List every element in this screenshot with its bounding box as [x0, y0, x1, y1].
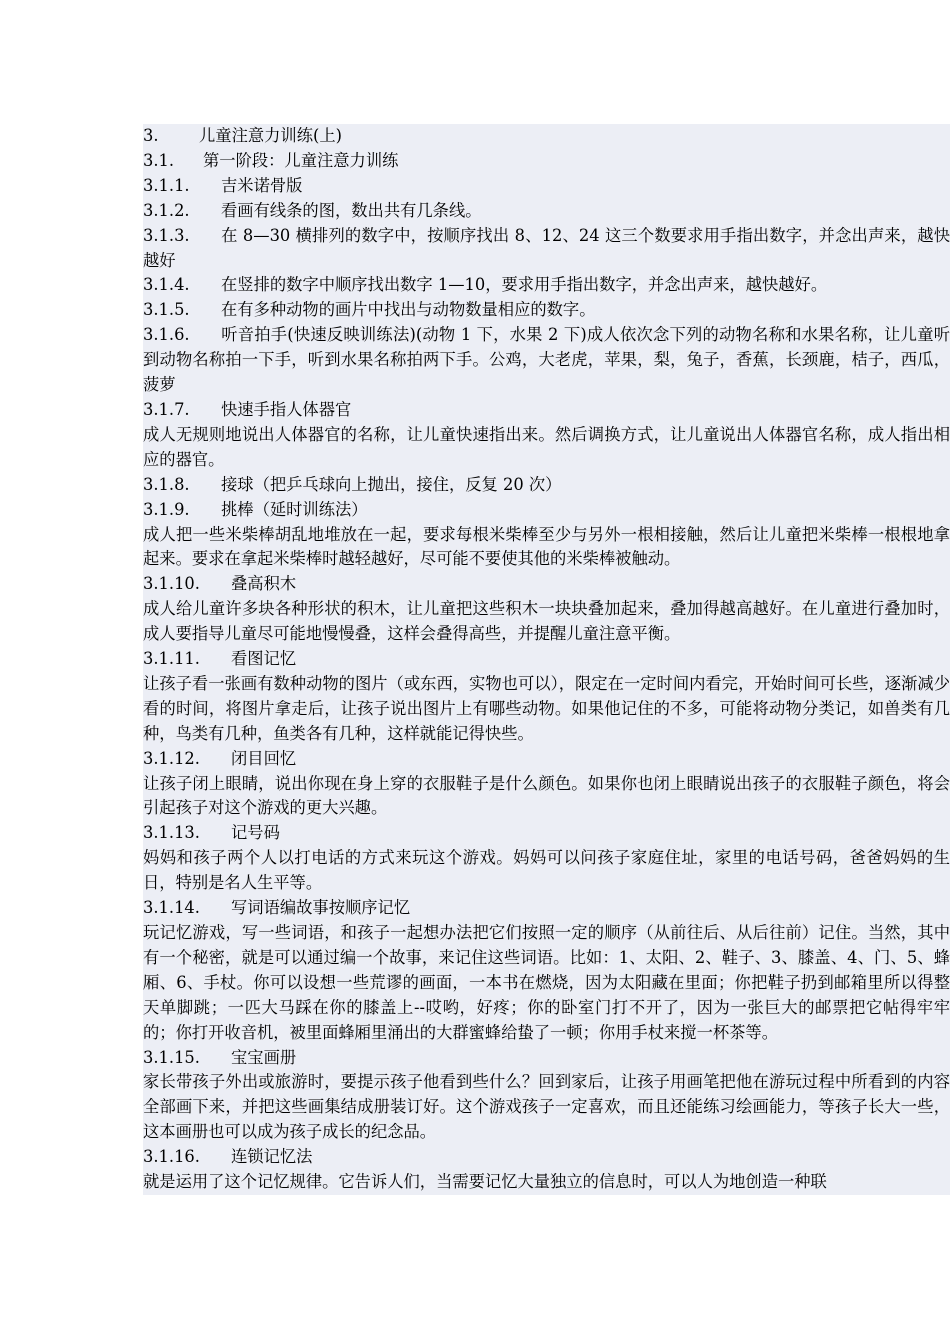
section-title: 接球（把乒乓球向上抛出，接住，反复 20 次） — [221, 474, 562, 494]
section-heading — [143, 323, 950, 398]
section-number: 3.1.15. — [143, 1047, 200, 1067]
section-number: 3.1.8. — [143, 474, 190, 494]
section-title: 儿童注意力训练(上) — [199, 126, 342, 145]
section-title: 看图记忆 — [231, 649, 297, 669]
body-paragraph: 成人无规则地说出人体器官的名称，让儿童快速指出来。然后调换方式，让儿童说出人体器官名称，成人指出相应的器官。 — [143, 424, 950, 469]
section-heading — [143, 1145, 950, 1170]
body-paragraph: 让孩子闭上眼睛，说出你现在身上穿的衣服鞋子是什么颜色。如果你也闭上眼睛说出孩子的衣服鞋子颜色，将会引起孩子对这个游戏的更大兴趣。 — [143, 773, 950, 818]
section-title: 记号码 — [231, 823, 280, 843]
section-heading — [143, 199, 950, 224]
body-paragraph: 成人把一些米柴棒胡乱地堆放在一起，要求每根米柴棒至少与另外一根相接触，然后让儿童把米柴棒一根根地拿起来。要求在拿起米柴棒时越轻越好，尽可能不要使其他的米柴棒被触动。 — [143, 524, 950, 569]
section-number: 3. — [143, 126, 159, 145]
section-number: 3.1.2. — [143, 200, 190, 220]
section-number: 3.1.13. — [143, 823, 200, 843]
section-title: 在 8—30 横排列的数字中，按顺序找出 8、12、24 这三个数要求用手指出数字，并念出声来，越快越好 — [143, 225, 950, 270]
section-heading — [143, 1046, 950, 1071]
body-paragraph: 家长带孩子外出或旅游时，要提示孩子他看到些什么？回到家后，让孩子用画笔把他在游玩过程中所看到的内容全部画下来，并把这些画集结成册装订好。这个游戏孩子一定喜欢，而且还能练习绘画能力，等孩子长大一些，这本画册也可以成为孩子成长的纪念品。 — [143, 1072, 950, 1142]
body-paragraph: 妈妈和孩子两个人以打电话的方式来玩这个游戏。妈妈可以问孩子家庭住址，家里的电话号码，爸爸妈妈的生日，特别是名人生平等。 — [143, 848, 950, 893]
section-number: 3.1.7. — [143, 399, 190, 419]
section-title: 看画有线条的图，数出共有几条线。 — [221, 200, 482, 220]
section-heading — [143, 747, 950, 772]
section-title: 闭目回忆 — [231, 748, 297, 768]
section-title: 叠高积木 — [231, 574, 297, 594]
body-paragraph: 让孩子看一张画有数种动物的图片（或东西，实物也可以），限定在一定时间内看完，开始时间可长些，逐渐减少看的时间，将图片拿走后，让孩子说出图片上有哪些动物。如果他记住的不多，可能将动物分类记，如兽类有几种，鸟类有几种，鱼类各有几种，这样就能记得快些。 — [143, 673, 950, 743]
section-number: 3.1.11. — [143, 649, 200, 669]
section-number: 3.1.10. — [143, 574, 200, 594]
section-number: 3.1.12. — [143, 748, 200, 768]
section-number: 3.1.16. — [143, 1147, 200, 1167]
section-heading — [143, 821, 950, 846]
section-heading — [143, 124, 950, 149]
section-number: 3.1.1. — [143, 175, 190, 195]
section-heading — [143, 647, 950, 672]
section-title: 挑棒（延时训练法） — [221, 499, 368, 519]
section-number: 3.1.9. — [143, 499, 190, 519]
section-title: 在有多种动物的画片中找出与动物数量相应的数字。 — [221, 300, 596, 320]
section-title: 听音拍手(快速反映训练法)(动物 1 下，水果 2 下)成人依次念下列的动物名称和水果名称，让儿童听到动物名称拍一下手，听到水果名称拍两下手。公鸡，大老虎，苹果，梨，兔子，香蕉，长颈鹿，桔子，西瓜，菠萝 — [143, 325, 950, 395]
section-number: 3.1. — [143, 150, 175, 170]
section-heading — [143, 149, 950, 174]
section-heading — [143, 498, 950, 523]
section-title: 写词语编故事按顺序记忆 — [231, 898, 411, 918]
section-heading — [143, 273, 950, 298]
section-title: 第一阶段：儿童注意力训练 — [203, 150, 399, 170]
section-title: 宝宝画册 — [231, 1047, 297, 1067]
section-number: 3.1.5. — [143, 300, 190, 320]
section-title: 连锁记忆法 — [231, 1147, 313, 1167]
section-number: 3.1.3. — [143, 225, 190, 245]
section-heading — [143, 298, 950, 323]
section-number: 3.1.6. — [143, 325, 190, 345]
section-heading — [143, 572, 950, 597]
section-heading — [143, 224, 950, 274]
section-title: 吉米诺骨版 — [221, 175, 303, 195]
body-paragraph: 成人给儿童许多块各种形状的积木，让儿童把这些积木一块块叠加起来，叠加得越高越好。在儿童进行叠加时，成人要指导儿童尽可能地慢慢叠，这样会叠得高些，并提醒儿童注意平衡。 — [143, 599, 950, 644]
document-body — [143, 124, 950, 1195]
section-heading — [143, 174, 950, 199]
section-heading — [143, 896, 950, 921]
section-title: 快速手指人体器官 — [221, 399, 352, 419]
body-paragraph: 玩记忆游戏，写一些词语，和孩子一起想办法把它们按照一定的顺序（从前往后、从后往前）记住。当然，其中有一个秘密，就是可以通过编一个故事，来记住这些词语。比如：1、太阳、2、鞋子、3、膝盖、4、门、5、蜂厢、6、手杖。你可以设想一些荒谬的画面，一本书在燃烧，因为太阳藏在里面；你把鞋子扔到邮箱里所以得整天单脚跳；一匹大马踩在你的膝盖上--哎哟，好疼；你的卧室门打不开了，因为一张巨大的邮票把它帖得牢牢的；你打开收音机，被里面蜂厢里涌出的大群蜜蜂给蛰了一顿；你用手杖来搅一杯茶等。 — [143, 923, 950, 1042]
body-paragraph: 就是运用了这个记忆规律。它告诉人们，当需要记忆大量独立的信息时，可以人为地创造一种联 — [143, 1172, 827, 1192]
section-number: 3.1.4. — [143, 275, 190, 295]
section-heading — [143, 398, 950, 423]
section-title: 在竖排的数字中顺序找出数字 1—10，要求用手指出数字，并念出声来，越快越好。 — [221, 275, 828, 295]
section-heading — [143, 473, 950, 498]
section-number: 3.1.14. — [143, 898, 200, 918]
